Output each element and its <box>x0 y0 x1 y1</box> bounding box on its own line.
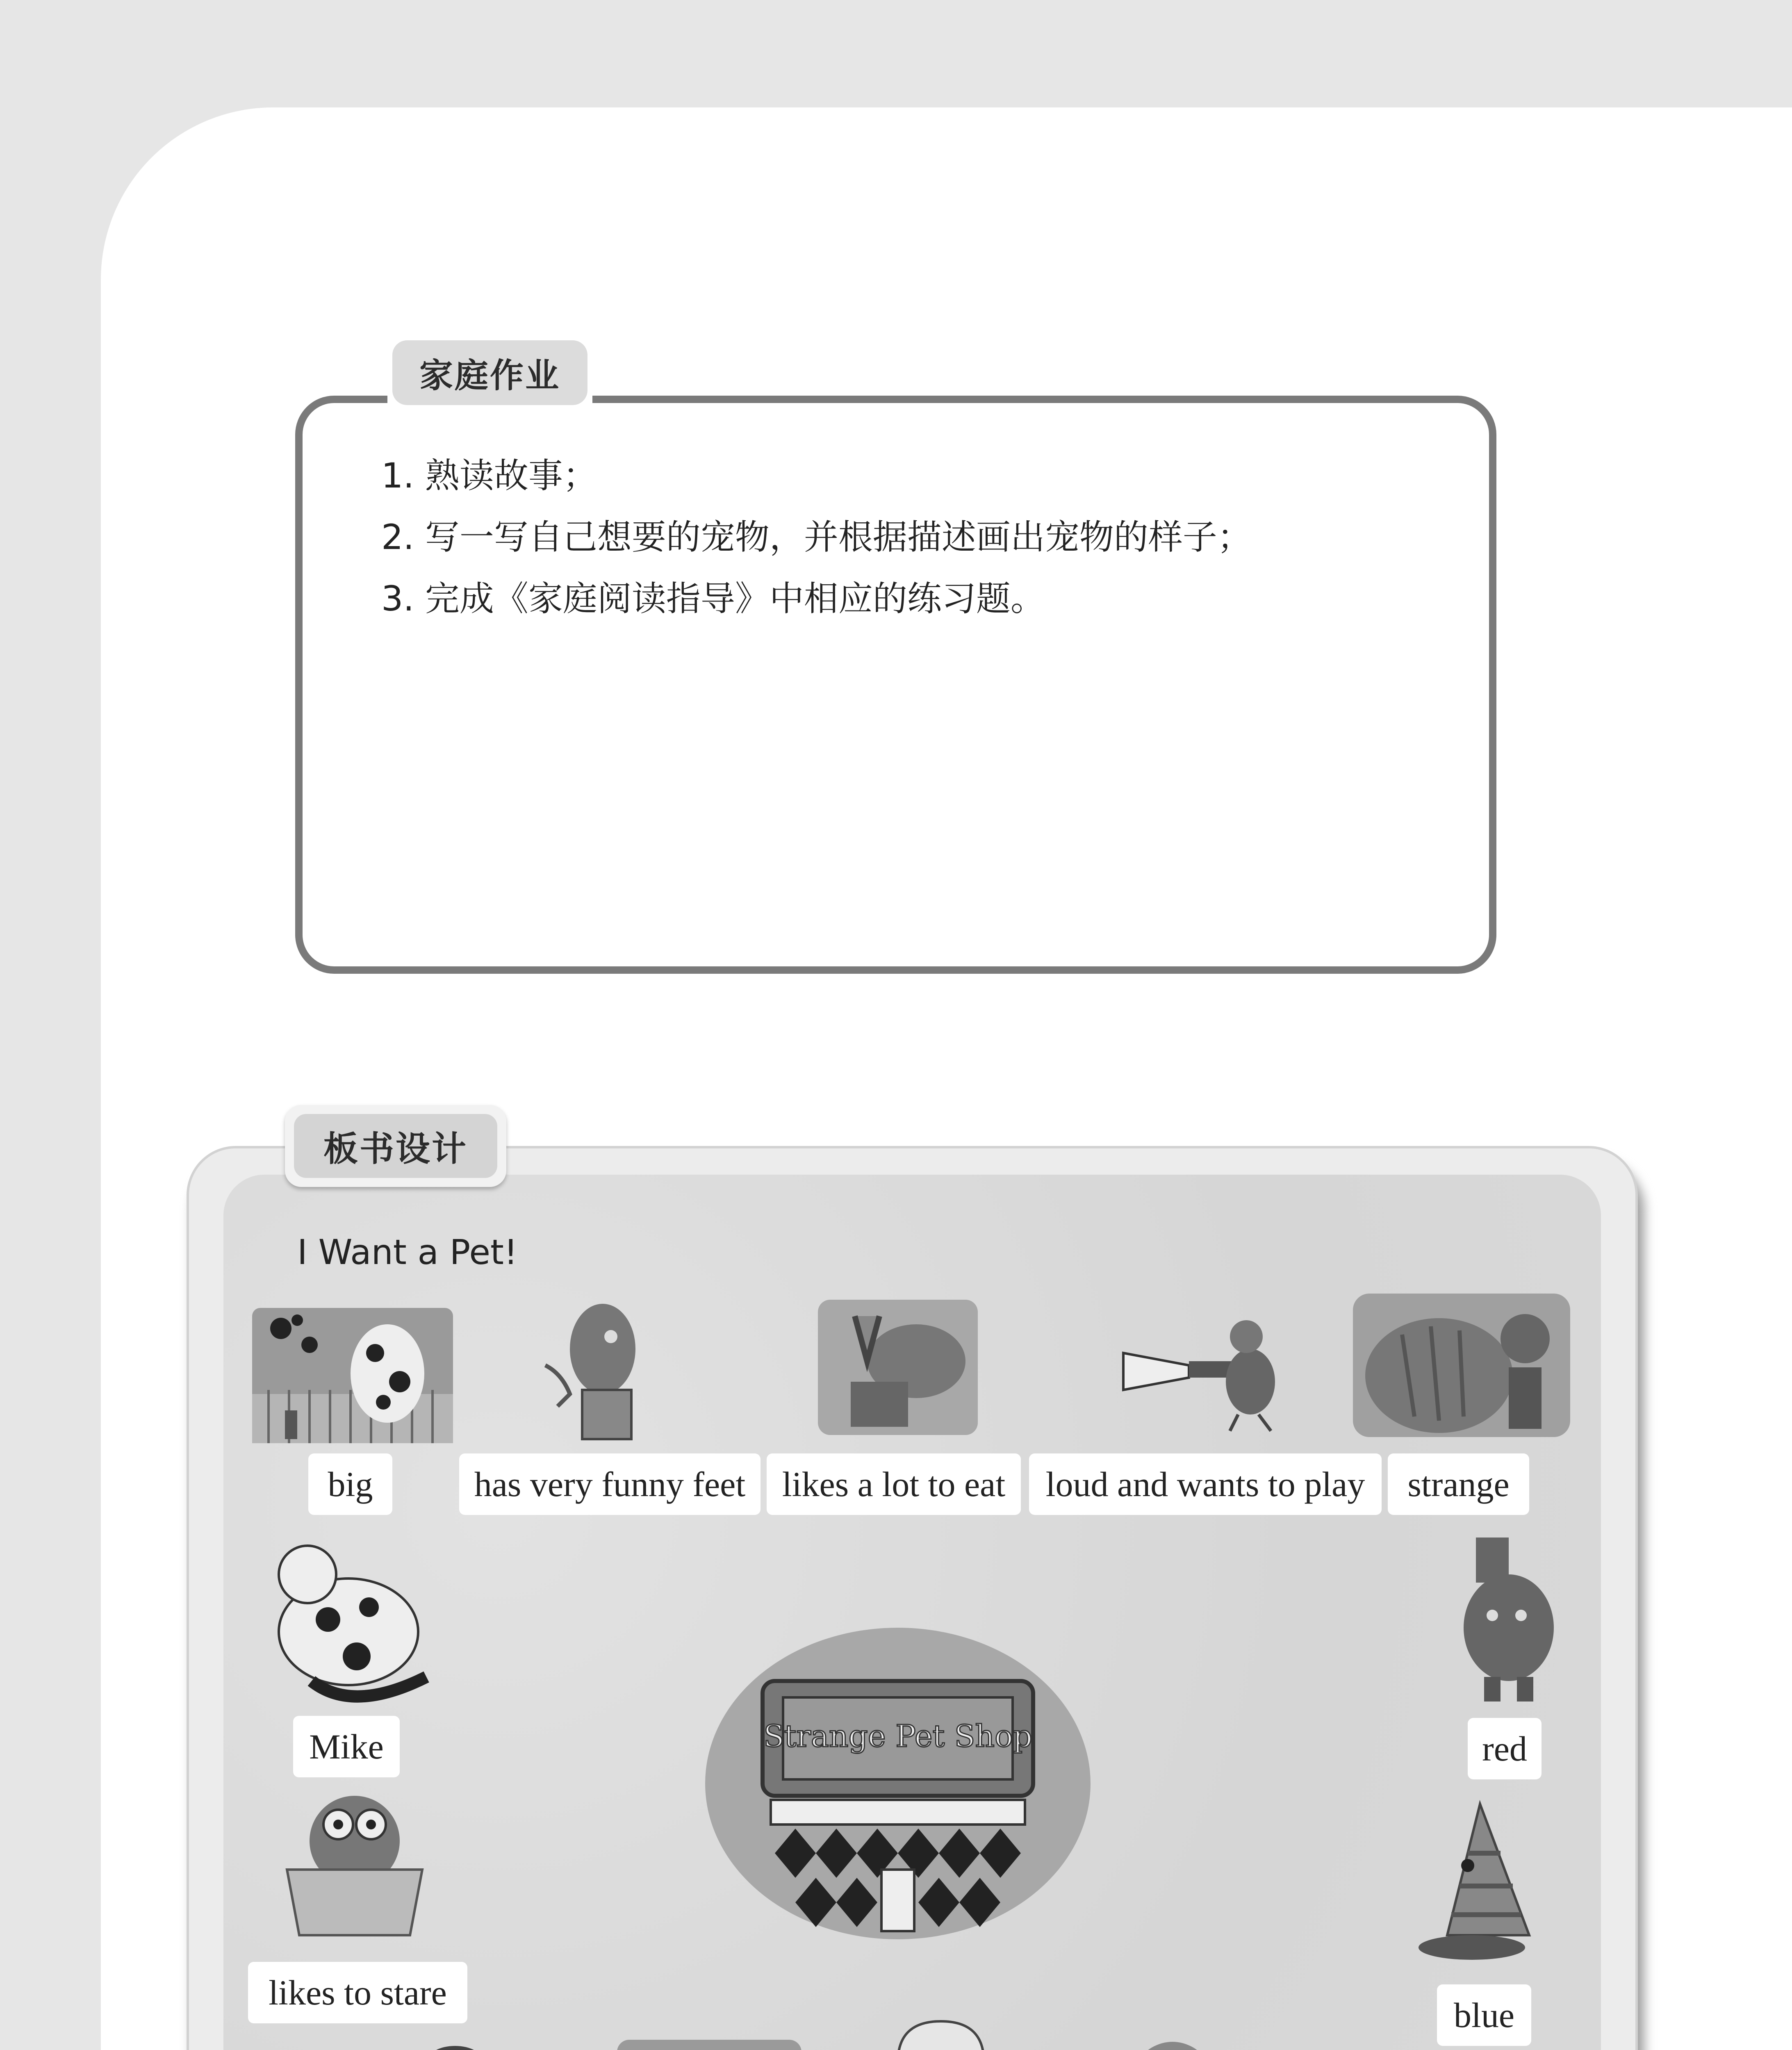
homework-item: 1. 熟读故事； <box>381 456 597 496</box>
funny-feet-creature-illustration <box>537 1300 660 1447</box>
board-heading: I Want a Pet! <box>297 1232 518 1272</box>
board-tab <box>285 1105 506 1187</box>
big-cat-illustration <box>1353 1294 1570 1437</box>
dog-fence-illustration <box>252 1308 453 1443</box>
homework-title: 家庭作业 <box>392 340 587 405</box>
spotted-dog-illustration <box>254 1525 443 1714</box>
blue-creature-illustration <box>1406 1796 1558 1968</box>
homework-item: 2. 写一写自己想要的宠物，并根据描述画出宠物的样子； <box>381 517 1252 557</box>
homework-tab <box>387 336 592 414</box>
label-likes-to-eat: likes a lot to eat <box>767 1453 1021 1515</box>
homework-list <box>381 445 1252 629</box>
label-funny-feet: has very funny feet <box>459 1453 761 1515</box>
pink-creature-illustration <box>1095 2025 1250 2050</box>
shop-sign-text: Strange Pet Shop <box>763 1719 1033 1754</box>
strange-pet-shop-illustration <box>697 1624 1099 1943</box>
label-big: big <box>308 1453 392 1515</box>
trumpet-cat-illustration <box>1115 1300 1304 1435</box>
hairy-creature-illustration <box>291 2038 496 2050</box>
donkey-eating-illustration <box>818 1300 978 1435</box>
staring-creature-illustration <box>266 1779 443 1952</box>
board-title: 板书设计 <box>294 1114 497 1178</box>
dirty-creature-illustration <box>617 2040 802 2050</box>
label-strange: strange <box>1388 1453 1529 1515</box>
label-mike: Mike <box>293 1716 400 1777</box>
snail-bug-illustration <box>886 2013 996 2050</box>
label-loud-and-wants-to-play: loud and wants to play <box>1029 1453 1382 1515</box>
label-blue: blue <box>1437 1984 1531 2046</box>
label-red: red <box>1468 1718 1542 1779</box>
red-creature-illustration <box>1447 1529 1570 1710</box>
homework-item: 3. 完成《家庭阅读指导》中相应的练习题。 <box>381 579 1045 619</box>
label-likes-to-stare: likes to stare <box>248 1962 467 2023</box>
